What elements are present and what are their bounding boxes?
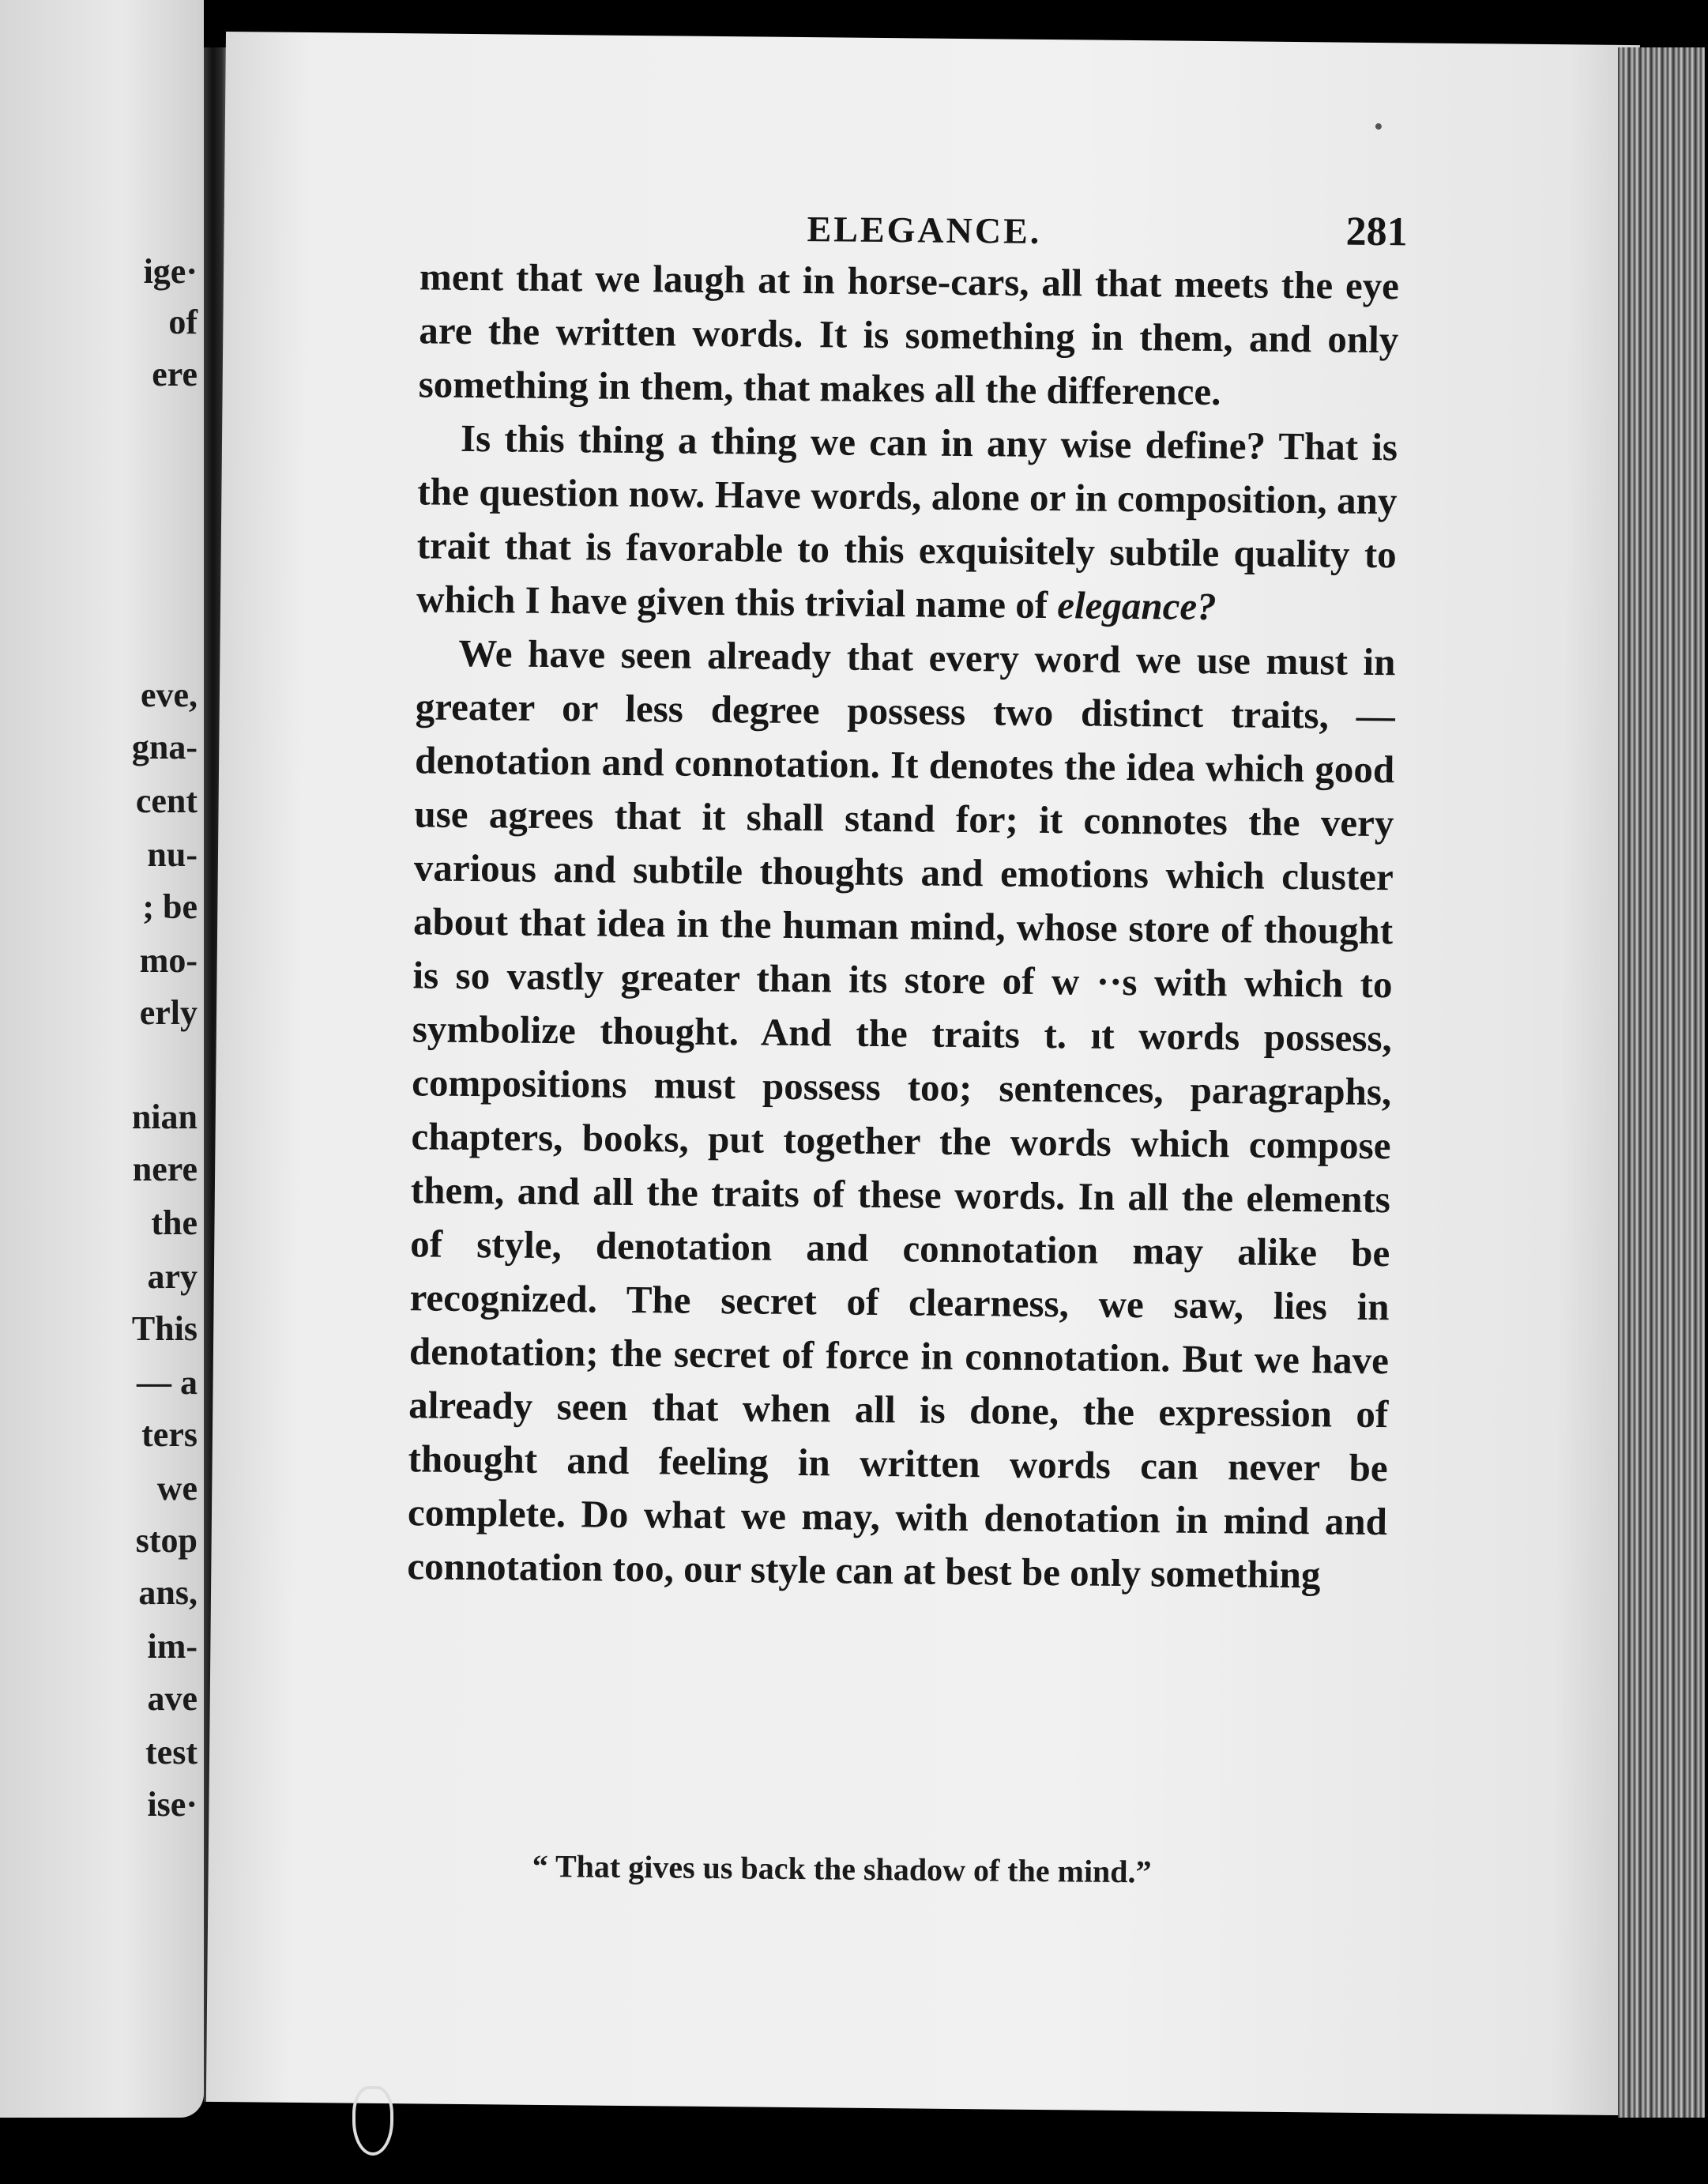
paragraph-2-text: Is this thing a thing we can in any wise define? That is the question now. Have words, alone or in composition, any trait that is favorable to this exquisitely subtile quality to which I have given this trivial name of [416, 416, 1398, 627]
body-text [407, 250, 1399, 1602]
speck [1375, 123, 1382, 130]
running-head-title: ELEGANCE. [807, 209, 1042, 251]
page-block-edge [1618, 47, 1705, 2118]
paragraph-2-emphasis: elegance? [1057, 583, 1217, 629]
left-line-fragment: ige· [143, 252, 198, 291]
page-number: 281 [1345, 209, 1408, 255]
paragraph-2 [416, 411, 1398, 635]
right-page [206, 32, 1640, 2115]
left-line-fragment: gna- [131, 728, 198, 766]
left-line-fragment: nian [131, 1098, 198, 1136]
left-line-fragment: mo- [139, 941, 198, 980]
left-line-fragment: ave [147, 1679, 198, 1718]
paragraph-1: ment that we laugh at in horse-cars, all that meets the eye are the written words. It is something in them, and only something in them, that makes all the difference. [418, 254, 1400, 414]
running-head [224, 188, 1638, 257]
left-line-fragment: nu- [147, 835, 198, 874]
paragraph-3: We have seen already that every word we use must in greater or less degree possess two distinct traits, — denotation and connotation. It denotes the idea which good use agrees that it shall stand for; it connotes the very various and subtile thoughts and emotions which cluster about that idea in the human mind, whose store of thought is so vastly greater than its store of w ··s with which to symbolize thought. And the traits t. ıt words possess, compositions must possess too; sentences, paragraphs, chapters, books, put together the words which compose them, and all the traits of these words. In all the elements of style, denotation and connotation may alike be recognized. The secret of clearness, we saw, lies in denotation; the secret of force in connotation. But we have already seen that when all is done, the expression of thought and feeling in written words can never be complete. Do what we may, with denotation in mind and connotation too, our style can at best be only something [407, 631, 1396, 1597]
left-line-fragment: ise· [147, 1785, 198, 1824]
left-line-fragment: ; be [142, 887, 198, 926]
left-line-fragment: stop [135, 1521, 198, 1560]
scan-artifact [352, 2086, 393, 2156]
left-facing-page [0, 0, 204, 2118]
left-line-fragment: the [151, 1203, 198, 1242]
left-line-fragment: im- [147, 1627, 198, 1666]
left-line-fragment: eve, [140, 676, 198, 714]
left-line-fragment: ters [141, 1415, 198, 1454]
left-line-fragment: ans, [138, 1573, 198, 1612]
left-line-fragment: nere [132, 1150, 198, 1188]
closing-quotation: “ That gives us back the shadow of the mind.” [532, 1847, 1152, 1890]
left-line-fragment: cent [135, 781, 198, 820]
left-line-fragment: This [131, 1309, 198, 1348]
left-line-fragment: erly [139, 993, 198, 1032]
left-line-fragment: test [145, 1733, 198, 1772]
left-line-fragment: — a [137, 1363, 198, 1402]
left-line-fragment: we [156, 1469, 198, 1508]
left-line-fragment: ary [147, 1257, 198, 1296]
left-line-fragment: of [168, 303, 198, 341]
left-line-fragment: ere [152, 355, 198, 393]
